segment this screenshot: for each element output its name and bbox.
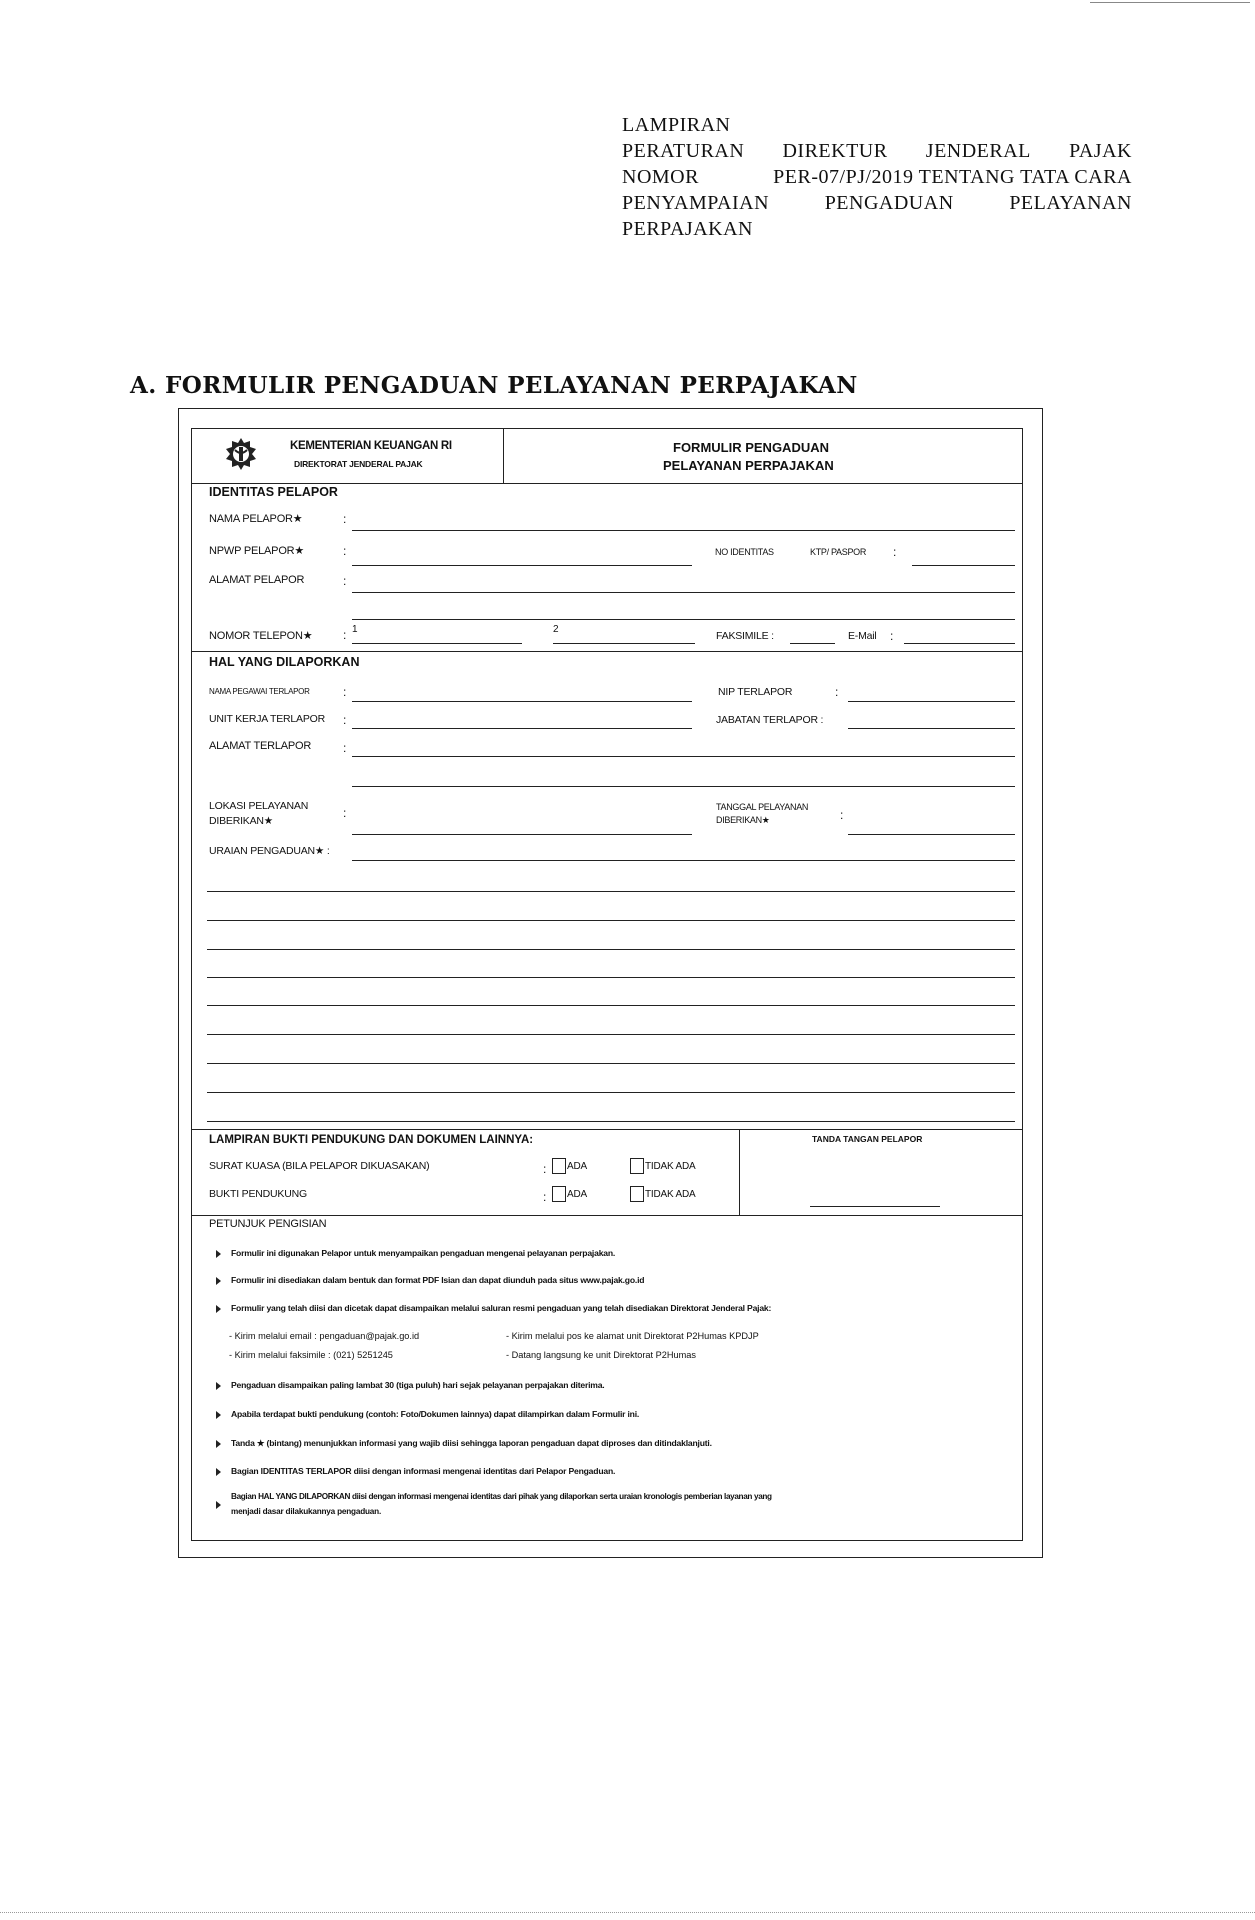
bukti-ada-checkbox[interactable] <box>552 1186 566 1202</box>
lampiran-word: PELAYANAN <box>1009 192 1132 214</box>
uraian-label: URAIAN PENGADUAN★ : <box>209 845 330 857</box>
uraian-field-line[interactable] <box>207 1063 1015 1064</box>
no-identitas-field[interactable] <box>912 565 1015 566</box>
jabatan-label: JABATAN TERLAPOR : <box>716 714 824 726</box>
petunjuk-item: Apabila terdapat bukti pendukung (contoh: Foto/Dokumen lainnya) dapat dilampirkan dalam Formulir ini. <box>231 1409 640 1419</box>
colon: : <box>543 1162 547 1176</box>
channel-datang: - Datang langsung ke unit Direktorat P2Humas <box>506 1350 696 1360</box>
petunjuk-item: Formulir ini digunakan Pelapor untuk menyampaikan pengaduan mengenai pelayanan perpajakan. <box>231 1248 616 1258</box>
telepon-1-marker: 1 <box>352 624 358 635</box>
petunjuk-item: Pengaduan disampaikan paling lambat 30 (tiga puluh) hari sejak pelayanan perpajakan diterima. <box>231 1380 605 1390</box>
lampiran-word: PENGADUAN <box>824 192 954 214</box>
lampiran-header <box>622 112 1132 242</box>
surat-kuasa-label: SURAT KUASA (BILA PELAPOR DIKUASAKAN) <box>209 1160 430 1172</box>
bukti-tidak-ada-checkbox[interactable] <box>630 1186 644 1202</box>
signature-divider <box>739 1129 740 1215</box>
alamat-terlapor-field-2[interactable] <box>352 786 1015 787</box>
tidak-ada-label: TIDAK ADA <box>645 1161 696 1172</box>
form-inner-frame <box>191 428 1023 1541</box>
nama-pelapor-label: NAMA PELAPOR★ <box>209 513 303 525</box>
alamat-terlapor-field-1[interactable] <box>352 756 1015 757</box>
uraian-field-line[interactable] <box>207 920 1015 921</box>
ktp-paspor-label: KTP/ PASPOR <box>810 547 867 557</box>
telepon-1-field[interactable] <box>352 643 522 644</box>
npwp-pelapor-field[interactable] <box>352 565 692 566</box>
bullet-icon <box>216 1411 221 1419</box>
nomor-telepon-label: NOMOR TELEPON★ <box>209 630 313 642</box>
colon: : <box>343 806 347 820</box>
petunjuk-heading: PETUNJUK PENGISIAN <box>209 1218 327 1230</box>
telepon-2-marker: 2 <box>553 624 559 635</box>
bullet-icon <box>216 1501 221 1509</box>
identitas-heading: IDENTITAS PELAPOR <box>209 485 338 499</box>
ministry-name: KEMENTERIAN KEUANGAN RI <box>290 440 452 452</box>
faksimile-label: FAKSIMILE : <box>716 630 774 642</box>
uraian-field-line[interactable] <box>207 1121 1015 1122</box>
channel-fax: - Kirim melalui faksimile : (021) 5251245 <box>229 1350 393 1360</box>
jabatan-field[interactable] <box>848 728 1015 729</box>
unit-kerja-label: UNIT KERJA TERLAPOR <box>209 713 326 725</box>
directorate-name: DIREKTORAT JENDERAL PAJAK <box>294 459 423 469</box>
nama-pegawai-label: NAMA PEGAWAI TERLAPOR <box>209 687 310 696</box>
lokasi-field[interactable] <box>352 834 692 835</box>
email-field[interactable] <box>904 643 1015 644</box>
alamat-pelapor-label: ALAMAT PELAPOR <box>209 574 305 586</box>
lampiran-word: PAJAK <box>1069 140 1132 162</box>
tanggal-label-1: TANGGAL PELAYANAN <box>716 802 809 812</box>
lampiran-bukti-heading: LAMPIRAN BUKTI PENDUKUNG DAN DOKUMEN LAINNYA: <box>209 1134 534 1146</box>
header-divider <box>503 428 504 483</box>
lokasi-label-2: DIBERIKAN★ <box>209 815 274 827</box>
ada-label: ADA <box>567 1161 587 1172</box>
surat-kuasa-tidak-ada-checkbox[interactable] <box>630 1158 644 1174</box>
section-divider <box>191 1129 1023 1130</box>
scan-top-line <box>1090 2 1250 3</box>
colon: : <box>343 512 347 526</box>
channel-pos: - Kirim melalui pos ke alamat unit Direktorat P2Humas KPDJP <box>506 1331 759 1341</box>
npwp-pelapor-label: NPWP PELAPOR★ <box>209 545 305 557</box>
tidak-ada-label: TIDAK ADA <box>645 1189 696 1200</box>
alamat-pelapor-field-1[interactable] <box>352 592 1015 593</box>
bullet-icon <box>216 1277 221 1285</box>
colon: : <box>343 741 347 755</box>
petunjuk-item-last-line-1: Bagian HAL YANG DILAPORKAN diisi dengan informasi mengenai identitas dari pihak yang dilaporkan serta uraian kronologis pemberian layanan yang <box>231 1492 772 1501</box>
uraian-field-line[interactable] <box>207 891 1015 892</box>
form-title-line-2: PELAYANAN PERPAJAKAN <box>663 458 834 473</box>
bullet-icon <box>216 1468 221 1476</box>
uraian-field-line[interactable] <box>352 860 1015 861</box>
section-title: A. FORMULIR PENGADUAN PELAYANAN PERPAJAKAN <box>130 372 858 399</box>
uraian-field-line[interactable] <box>207 1092 1015 1093</box>
colon: : <box>343 713 347 727</box>
faksimile-field[interactable] <box>790 643 835 644</box>
channel-email: - Kirim melalui email : pengaduan@pajak.go.id <box>229 1331 420 1341</box>
colon: : <box>343 544 347 558</box>
lampiran-line-1: LAMPIRAN <box>622 114 731 136</box>
petunjuk-item: Formulir yang telah diisi dan dicetak dapat disampaikan melalui saluran resmi pengaduan yang telah disediakan Direktorat Jenderal Pajak: <box>231 1303 772 1313</box>
nama-pegawai-field[interactable] <box>352 701 692 702</box>
uraian-field-line[interactable] <box>207 977 1015 978</box>
alamat-pelapor-field-2[interactable] <box>352 619 1015 620</box>
colon: : <box>893 545 897 559</box>
petunjuk-item: Formulir ini disediakan dalam bentuk dan format PDF Isian dan dapat diunduh pada situs www.pajak.go.id <box>231 1275 645 1285</box>
telepon-2-field[interactable] <box>553 643 695 644</box>
uraian-field-line[interactable] <box>207 1005 1015 1006</box>
bullet-icon <box>216 1440 221 1448</box>
petunjuk-item: Bagian IDENTITAS TERLAPOR diisi dengan informasi mengenai identitas dari Pelapor Pengaduan. <box>231 1466 616 1476</box>
nip-label: NIP TERLAPOR <box>718 686 793 698</box>
uraian-field-line[interactable] <box>207 949 1015 950</box>
colon: : <box>343 574 347 588</box>
signature-field[interactable] <box>810 1206 940 1207</box>
lokasi-label-1: LOKASI PELAYANAN <box>209 800 309 812</box>
header-bottom-line <box>191 483 1023 484</box>
nama-pelapor-field[interactable] <box>352 530 1015 531</box>
lampiran-word: NOMOR <box>622 166 699 188</box>
section-divider <box>191 1215 1023 1216</box>
email-label: E-Mail <box>848 630 877 642</box>
colon: : <box>343 628 347 642</box>
tanggal-label-2: DIBERIKAN★ <box>716 815 770 825</box>
petunjuk-item-last-line-2: menjadi dasar dilakukannya pengaduan. <box>231 1507 382 1516</box>
hal-heading: HAL YANG DILAPORKAN <box>209 655 360 669</box>
tanggal-field[interactable] <box>848 834 1015 835</box>
bukti-pendukung-label: BUKTI PENDUKUNG <box>209 1188 307 1200</box>
lampiran-word: PENYAMPAIAN <box>622 192 770 214</box>
lampiran-word: JENDERAL <box>925 140 1031 162</box>
lampiran-line-5: PERPAJAKAN <box>622 218 753 240</box>
colon: : <box>840 808 844 822</box>
bullet-icon <box>216 1250 221 1258</box>
lampiran-word: PERATURAN <box>622 140 745 162</box>
bullet-icon <box>216 1305 221 1313</box>
ada-label: ADA <box>567 1189 587 1200</box>
lampiran-word: DIREKTUR <box>782 140 888 162</box>
uraian-field-line[interactable] <box>207 1034 1015 1035</box>
bullet-icon <box>216 1382 221 1390</box>
colon: : <box>543 1190 547 1204</box>
tanda-tangan-label: TANDA TANGAN PELAPOR <box>812 1134 923 1144</box>
unit-kerja-field[interactable] <box>352 728 692 729</box>
colon: : <box>343 685 347 699</box>
alamat-terlapor-label: ALAMAT TERLAPOR <box>209 740 312 752</box>
colon: : <box>890 629 894 643</box>
scan-bottom-line <box>0 1912 1255 1913</box>
petunjuk-item: Tanda ★ (bintang) menunjukkan informasi yang wajib diisi sehingga laporan pengaduan dapat diproses dan ditindaklanjuti. <box>231 1438 712 1448</box>
form-title-line-1: FORMULIR PENGADUAN <box>673 440 829 455</box>
djp-logo-icon <box>222 436 260 477</box>
no-identitas-label: NO IDENTITAS <box>715 547 774 557</box>
nip-field[interactable] <box>848 701 1015 702</box>
colon: : <box>835 685 839 699</box>
section-divider <box>191 651 1023 652</box>
surat-kuasa-ada-checkbox[interactable] <box>552 1158 566 1174</box>
lampiran-word: PER-07/PJ/2019 TENTANG TATA CARA <box>773 166 1132 188</box>
